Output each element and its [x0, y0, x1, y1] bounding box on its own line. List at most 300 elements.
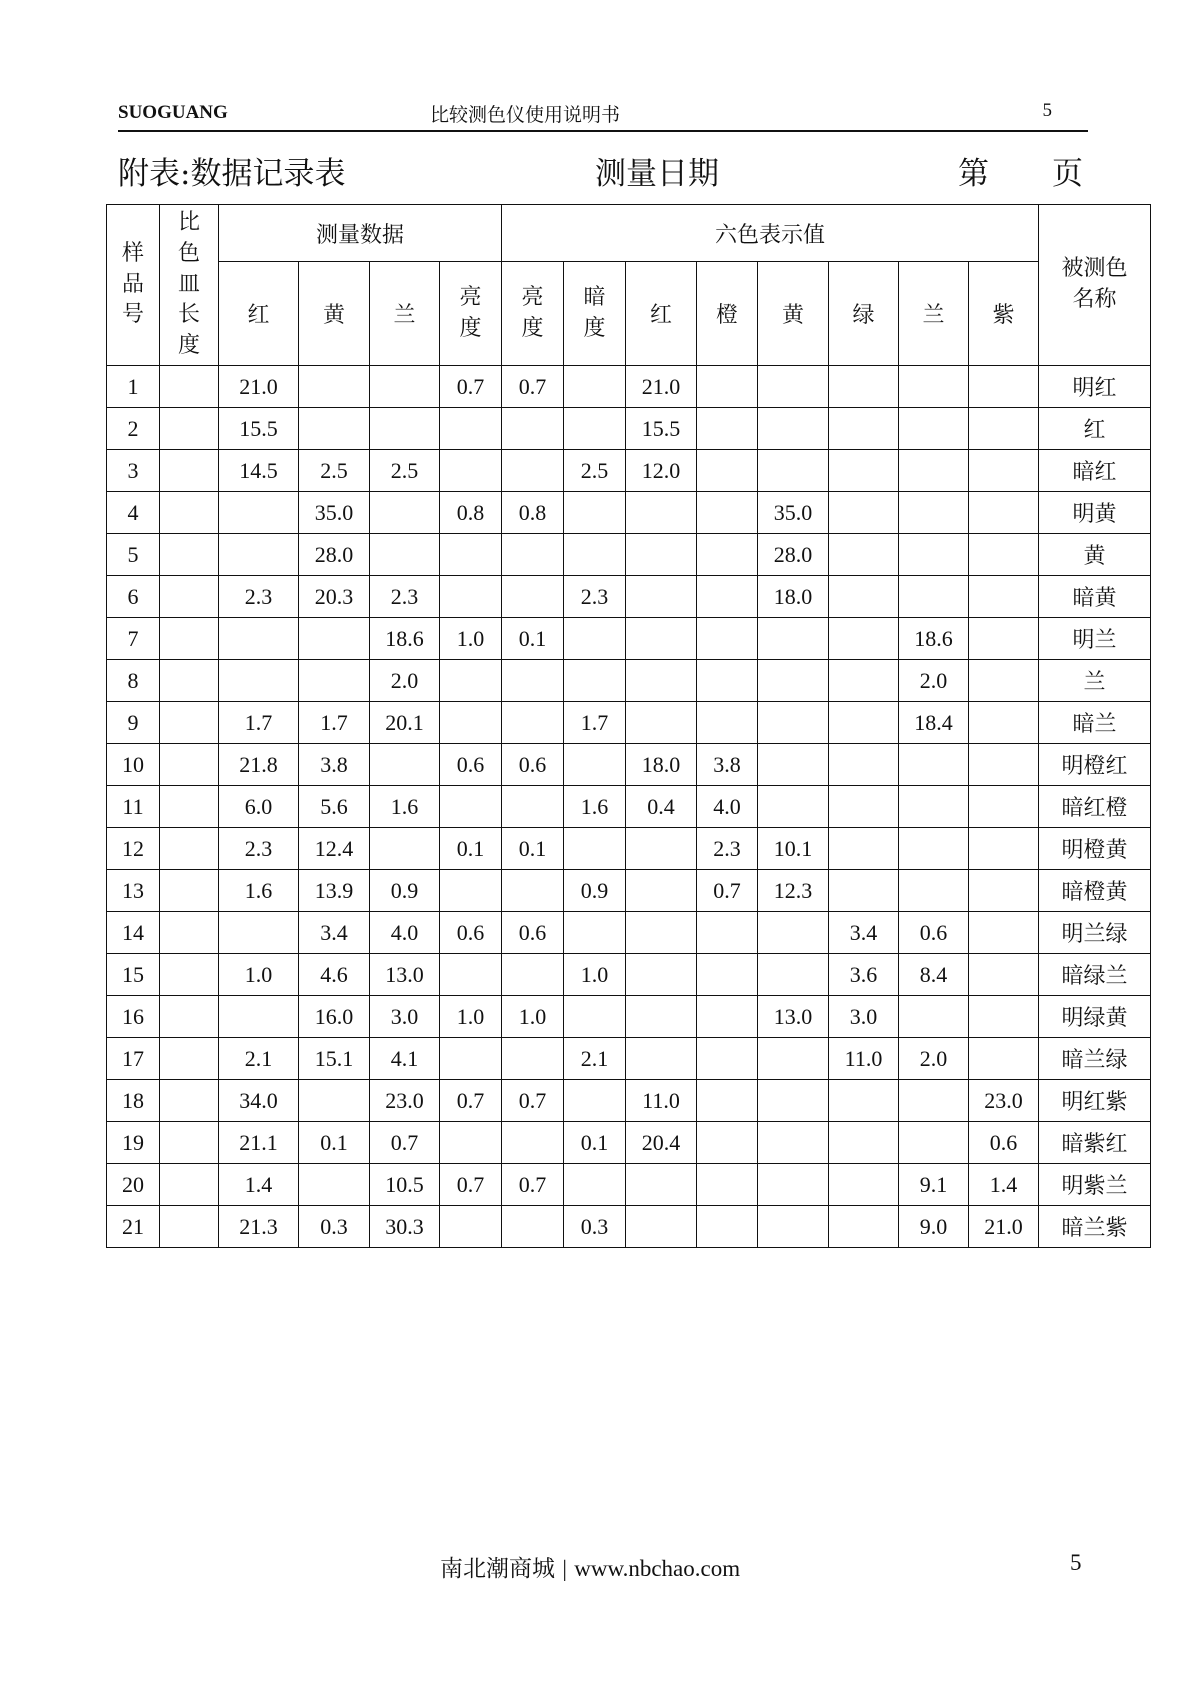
- table-cell: [899, 828, 969, 870]
- table-cell: [697, 912, 758, 954]
- table-cell: 15.1: [299, 1038, 370, 1080]
- table-cell: 2.1: [219, 1038, 299, 1080]
- table-cell: [697, 1122, 758, 1164]
- table-cell: [626, 870, 697, 912]
- table-cell: 2.3: [370, 576, 440, 618]
- table-cell: 2.0: [899, 1038, 969, 1080]
- table-cell: [969, 492, 1039, 534]
- table-cell: [969, 534, 1039, 576]
- table-row: [107, 828, 1151, 870]
- color-name-cell: 兰: [1039, 660, 1151, 702]
- table-cell: 1.7: [299, 702, 370, 744]
- table-cell: 0.7: [370, 1122, 440, 1164]
- table-cell: [626, 1164, 697, 1206]
- document-title: 比较测色仪使用说明书: [430, 104, 621, 126]
- table-cell: [440, 408, 502, 450]
- table-cell: 9.0: [899, 1206, 969, 1248]
- table-cell: 28.0: [299, 534, 370, 576]
- table-title: 附表:数据记录表: [118, 156, 346, 192]
- table-cell: [697, 408, 758, 450]
- table-cell: 1.6: [564, 786, 626, 828]
- table-cell: [829, 450, 899, 492]
- table-cell: [219, 912, 299, 954]
- table-cell: [758, 912, 829, 954]
- sample-number-cell: 13: [107, 870, 160, 912]
- table-cell: 3.0: [829, 996, 899, 1038]
- table-row: [107, 366, 1151, 408]
- color-name-cell: 明兰绿: [1039, 912, 1151, 954]
- table-cell: [626, 912, 697, 954]
- table-cell: [697, 618, 758, 660]
- table-cell: 21.0: [626, 366, 697, 408]
- header-page-number: 5: [1042, 100, 1052, 121]
- table-cell: [160, 954, 219, 996]
- table-cell: 18.6: [899, 618, 969, 660]
- table-cell: 18.6: [370, 618, 440, 660]
- table-cell: [440, 786, 502, 828]
- table-cell: 21.8: [219, 744, 299, 786]
- table-cell: [758, 744, 829, 786]
- table-cell: 0.7: [440, 366, 502, 408]
- header-six-brightness: 亮度: [502, 262, 564, 366]
- sample-number-cell: 19: [107, 1122, 160, 1164]
- color-name-cell: 明橙黄: [1039, 828, 1151, 870]
- table-cell: [370, 744, 440, 786]
- table-cell: [758, 1206, 829, 1248]
- table-cell: 1.6: [219, 870, 299, 912]
- table-cell: [758, 408, 829, 450]
- table-cell: [440, 1206, 502, 1248]
- table-cell: [758, 450, 829, 492]
- table-cell: [697, 366, 758, 408]
- table-cell: 3.8: [299, 744, 370, 786]
- table-cell: [829, 786, 899, 828]
- table-cell: [160, 576, 219, 618]
- color-name-cell: 红: [1039, 408, 1151, 450]
- color-name-cell: 暗红橙: [1039, 786, 1151, 828]
- page-label-ye: 页: [1052, 156, 1083, 192]
- table-row: [107, 996, 1151, 1038]
- table-cell: [899, 366, 969, 408]
- table-cell: [829, 1122, 899, 1164]
- table-cell: [440, 576, 502, 618]
- table-cell: [564, 1080, 626, 1122]
- table-cell: [969, 450, 1039, 492]
- table-cell: 0.1: [299, 1122, 370, 1164]
- header-sample-no: 样品号: [107, 205, 160, 366]
- table-cell: [829, 744, 899, 786]
- table-cell: 2.1: [564, 1038, 626, 1080]
- table-cell: 20.1: [370, 702, 440, 744]
- table-cell: 23.0: [969, 1080, 1039, 1122]
- table-cell: [697, 1080, 758, 1122]
- page-footer: [0, 1550, 1200, 1590]
- table-cell: 2.0: [899, 660, 969, 702]
- header-six-green: 绿: [829, 262, 899, 366]
- table-cell: 3.4: [829, 912, 899, 954]
- table-cell: 0.3: [299, 1206, 370, 1248]
- table-cell: 0.7: [502, 366, 564, 408]
- table-cell: [502, 576, 564, 618]
- table-cell: [440, 660, 502, 702]
- table-cell: 34.0: [219, 1080, 299, 1122]
- table-cell: 14.5: [219, 450, 299, 492]
- table-cell: [564, 534, 626, 576]
- table-cell: [564, 828, 626, 870]
- table-cell: [160, 408, 219, 450]
- table-cell: 21.0: [969, 1206, 1039, 1248]
- table-cell: [697, 450, 758, 492]
- table-cell: [829, 1164, 899, 1206]
- table-cell: [219, 660, 299, 702]
- table-cell: 0.7: [440, 1164, 502, 1206]
- table-cell: [502, 450, 564, 492]
- table-cell: [160, 786, 219, 828]
- table-row: [107, 492, 1151, 534]
- table-cell: 0.6: [899, 912, 969, 954]
- table-cell: 1.6: [370, 786, 440, 828]
- table-cell: 0.7: [502, 1164, 564, 1206]
- table-cell: [160, 1206, 219, 1248]
- table-cell: [829, 492, 899, 534]
- table-cell: [899, 1122, 969, 1164]
- table-cell: [758, 1122, 829, 1164]
- sample-number-cell: 7: [107, 618, 160, 660]
- table-body: [107, 366, 1151, 1248]
- sample-number-cell: 8: [107, 660, 160, 702]
- header-cuvette-length: 比色皿长度: [160, 205, 219, 366]
- table-cell: [626, 1038, 697, 1080]
- table-cell: 0.6: [502, 744, 564, 786]
- table-cell: 2.3: [564, 576, 626, 618]
- table-cell: 10.1: [758, 828, 829, 870]
- table-cell: 13.0: [758, 996, 829, 1038]
- table-cell: [969, 786, 1039, 828]
- sample-number-cell: 20: [107, 1164, 160, 1206]
- table-cell: [626, 996, 697, 1038]
- table-cell: 0.1: [502, 618, 564, 660]
- table-cell: [758, 618, 829, 660]
- brand-name: SUOGUANG: [118, 102, 228, 123]
- table-cell: [219, 492, 299, 534]
- table-cell: [697, 576, 758, 618]
- table-row: [107, 786, 1151, 828]
- table-cell: 1.0: [219, 954, 299, 996]
- color-name-cell: 暗兰紫: [1039, 1206, 1151, 1248]
- table-cell: [899, 1080, 969, 1122]
- measure-date-label: 测量日期: [595, 156, 719, 192]
- table-row: [107, 1122, 1151, 1164]
- sample-number-cell: 6: [107, 576, 160, 618]
- table-cell: 3.4: [299, 912, 370, 954]
- sample-number-cell: 15: [107, 954, 160, 996]
- table-row: [107, 576, 1151, 618]
- table-cell: [299, 1080, 370, 1122]
- table-cell: [758, 660, 829, 702]
- table-cell: 15.5: [219, 408, 299, 450]
- table-cell: [899, 870, 969, 912]
- table-cell: [502, 1206, 564, 1248]
- table-row: [107, 702, 1151, 744]
- table-cell: 1.7: [564, 702, 626, 744]
- table-cell: 0.1: [564, 1122, 626, 1164]
- table-cell: 5.6: [299, 786, 370, 828]
- table-cell: [502, 408, 564, 450]
- table-row: [107, 912, 1151, 954]
- sample-number-cell: 4: [107, 492, 160, 534]
- color-name-cell: 暗黄: [1039, 576, 1151, 618]
- sample-number-cell: 5: [107, 534, 160, 576]
- table-cell: [626, 618, 697, 660]
- table-cell: [502, 702, 564, 744]
- table-cell: 21.1: [219, 1122, 299, 1164]
- table-cell: [219, 618, 299, 660]
- table-cell: [829, 660, 899, 702]
- page-label-di: 第: [958, 156, 989, 192]
- header-six-red: 红: [626, 262, 697, 366]
- table-cell: [969, 408, 1039, 450]
- table-cell: 16.0: [299, 996, 370, 1038]
- table-cell: 35.0: [758, 492, 829, 534]
- table-cell: 0.6: [502, 912, 564, 954]
- table-cell: [440, 870, 502, 912]
- footer-url[interactable]: www.nbchao.com: [574, 1556, 741, 1581]
- color-name-cell: 暗兰: [1039, 702, 1151, 744]
- table-cell: [564, 492, 626, 534]
- color-name-cell: 暗绿兰: [1039, 954, 1151, 996]
- table-cell: 0.1: [440, 828, 502, 870]
- table-cell: 0.9: [564, 870, 626, 912]
- table-cell: 18.4: [899, 702, 969, 744]
- table-cell: 12.4: [299, 828, 370, 870]
- table-cell: [370, 366, 440, 408]
- table-cell: 13.9: [299, 870, 370, 912]
- table-cell: 1.0: [440, 996, 502, 1038]
- table-cell: [758, 1080, 829, 1122]
- table-cell: 1.0: [564, 954, 626, 996]
- table-cell: [626, 492, 697, 534]
- table-cell: 0.6: [969, 1122, 1039, 1164]
- table-cell: 4.0: [370, 912, 440, 954]
- table-cell: 18.0: [758, 576, 829, 618]
- table-cell: [758, 702, 829, 744]
- table-row: [107, 450, 1151, 492]
- sample-number-cell: 18: [107, 1080, 160, 1122]
- table-cell: 18.0: [626, 744, 697, 786]
- table-cell: [697, 1038, 758, 1080]
- table-cell: [370, 534, 440, 576]
- table-cell: [160, 912, 219, 954]
- table-cell: 1.0: [440, 618, 502, 660]
- table-cell: [564, 744, 626, 786]
- color-name-cell: 暗橙黄: [1039, 870, 1151, 912]
- color-name-cell: 明红紫: [1039, 1080, 1151, 1122]
- table-cell: 12.3: [758, 870, 829, 912]
- header-six-yellow: 黄: [758, 262, 829, 366]
- table-cell: [564, 1164, 626, 1206]
- table-cell: [969, 366, 1039, 408]
- table-cell: [829, 828, 899, 870]
- table-cell: [564, 996, 626, 1038]
- table-cell: 21.0: [219, 366, 299, 408]
- header-six-orange: 橙: [697, 262, 758, 366]
- table-cell: 1.7: [219, 702, 299, 744]
- header-measure-red: 红: [219, 262, 299, 366]
- table-cell: [299, 1164, 370, 1206]
- table-cell: [160, 450, 219, 492]
- color-name-cell: 明橙红: [1039, 744, 1151, 786]
- color-name-cell: 明绿黄: [1039, 996, 1151, 1038]
- table-cell: [564, 912, 626, 954]
- table-row: [107, 618, 1151, 660]
- table-cell: [160, 996, 219, 1038]
- sample-number-cell: 16: [107, 996, 160, 1038]
- table-cell: [219, 996, 299, 1038]
- table-cell: 6.0: [219, 786, 299, 828]
- table-cell: 15.5: [626, 408, 697, 450]
- header-measure-brightness: 亮度: [440, 262, 502, 366]
- table-cell: [969, 912, 1039, 954]
- color-name-cell: 暗兰绿: [1039, 1038, 1151, 1080]
- table-cell: [160, 492, 219, 534]
- table-cell: [440, 450, 502, 492]
- table-cell: 30.3: [370, 1206, 440, 1248]
- table-cell: 3.0: [370, 996, 440, 1038]
- table-cell: 0.7: [502, 1080, 564, 1122]
- header-color-name: 被测色名称: [1039, 205, 1151, 366]
- table-cell: 0.8: [502, 492, 564, 534]
- table-cell: 11.0: [829, 1038, 899, 1080]
- table-cell: 0.7: [697, 870, 758, 912]
- table-cell: 3.6: [829, 954, 899, 996]
- table-row: [107, 744, 1151, 786]
- table-cell: [502, 1038, 564, 1080]
- table-cell: 9.1: [899, 1164, 969, 1206]
- table-cell: [829, 1080, 899, 1122]
- table-cell: [160, 828, 219, 870]
- table-cell: [969, 828, 1039, 870]
- table-cell: [697, 996, 758, 1038]
- table-cell: 0.6: [440, 912, 502, 954]
- table-row: [107, 870, 1151, 912]
- table-row: [107, 660, 1151, 702]
- table-row: [107, 408, 1151, 450]
- table-cell: [626, 576, 697, 618]
- table-row: [107, 1080, 1151, 1122]
- table-cell: 1.4: [969, 1164, 1039, 1206]
- sample-number-cell: 2: [107, 408, 160, 450]
- table-cell: [160, 660, 219, 702]
- table-cell: [758, 1164, 829, 1206]
- table-cell: 2.3: [219, 828, 299, 870]
- table-cell: [829, 1206, 899, 1248]
- table-cell: [899, 408, 969, 450]
- table-cell: [440, 1122, 502, 1164]
- table-cell: [299, 408, 370, 450]
- table-cell: 10.5: [370, 1164, 440, 1206]
- table-cell: [160, 366, 219, 408]
- color-name-cell: 明兰: [1039, 618, 1151, 660]
- table-row: [107, 954, 1151, 996]
- color-name-cell: 明黄: [1039, 492, 1151, 534]
- table-cell: 1.4: [219, 1164, 299, 1206]
- table-cell: [969, 954, 1039, 996]
- table-cell: [697, 492, 758, 534]
- table-cell: 8.4: [899, 954, 969, 996]
- header-six-blue: 兰: [899, 262, 969, 366]
- table-cell: [160, 1080, 219, 1122]
- table-cell: [502, 786, 564, 828]
- table-row: [107, 1038, 1151, 1080]
- table-cell: [564, 660, 626, 702]
- color-name-cell: 明红: [1039, 366, 1151, 408]
- table-cell: [370, 828, 440, 870]
- table-cell: 28.0: [758, 534, 829, 576]
- sample-number-cell: 3: [107, 450, 160, 492]
- table-cell: [899, 744, 969, 786]
- table-cell: [626, 1206, 697, 1248]
- color-name-cell: 暗红: [1039, 450, 1151, 492]
- table-cell: 0.3: [564, 1206, 626, 1248]
- table-cell: [564, 408, 626, 450]
- footer-page-number: 5: [1070, 1550, 1082, 1575]
- table-cell: [299, 366, 370, 408]
- table-cell: [969, 1038, 1039, 1080]
- header-measure-blue: 兰: [370, 262, 440, 366]
- table-cell: [502, 954, 564, 996]
- footer-site-name: 南北潮商城: [440, 1556, 555, 1582]
- table-cell: [758, 366, 829, 408]
- table-cell: [697, 534, 758, 576]
- table-cell: [626, 534, 697, 576]
- table-cell: [899, 450, 969, 492]
- table-cell: [969, 576, 1039, 618]
- table-cell: 2.5: [299, 450, 370, 492]
- data-record-table: [106, 204, 1151, 1248]
- table-cell: [899, 996, 969, 1038]
- header-six-purple: 紫: [969, 262, 1039, 366]
- table-cell: [564, 618, 626, 660]
- table-cell: 2.0: [370, 660, 440, 702]
- table-row: [107, 1164, 1151, 1206]
- table-cell: [219, 534, 299, 576]
- page-header: [118, 98, 1088, 132]
- table-cell: 0.4: [626, 786, 697, 828]
- table-cell: [160, 1122, 219, 1164]
- table-cell: [160, 1038, 219, 1080]
- header-six-darkness: 暗度: [564, 262, 626, 366]
- sample-number-cell: 1: [107, 366, 160, 408]
- table-cell: 0.8: [440, 492, 502, 534]
- table-cell: [969, 996, 1039, 1038]
- table-cell: 2.5: [564, 450, 626, 492]
- table-cell: [899, 534, 969, 576]
- table-row: [107, 1206, 1151, 1248]
- table-cell: [697, 954, 758, 996]
- table-cell: 11.0: [626, 1080, 697, 1122]
- table-cell: 35.0: [299, 492, 370, 534]
- sample-number-cell: 17: [107, 1038, 160, 1080]
- table-cell: [160, 702, 219, 744]
- header-measure-group: 测量数据: [219, 205, 502, 262]
- table-cell: [160, 744, 219, 786]
- sample-number-cell: 14: [107, 912, 160, 954]
- table-cell: [440, 954, 502, 996]
- sample-number-cell: 12: [107, 828, 160, 870]
- table-cell: 0.7: [440, 1080, 502, 1122]
- table-row: [107, 534, 1151, 576]
- table-cell: 0.1: [502, 828, 564, 870]
